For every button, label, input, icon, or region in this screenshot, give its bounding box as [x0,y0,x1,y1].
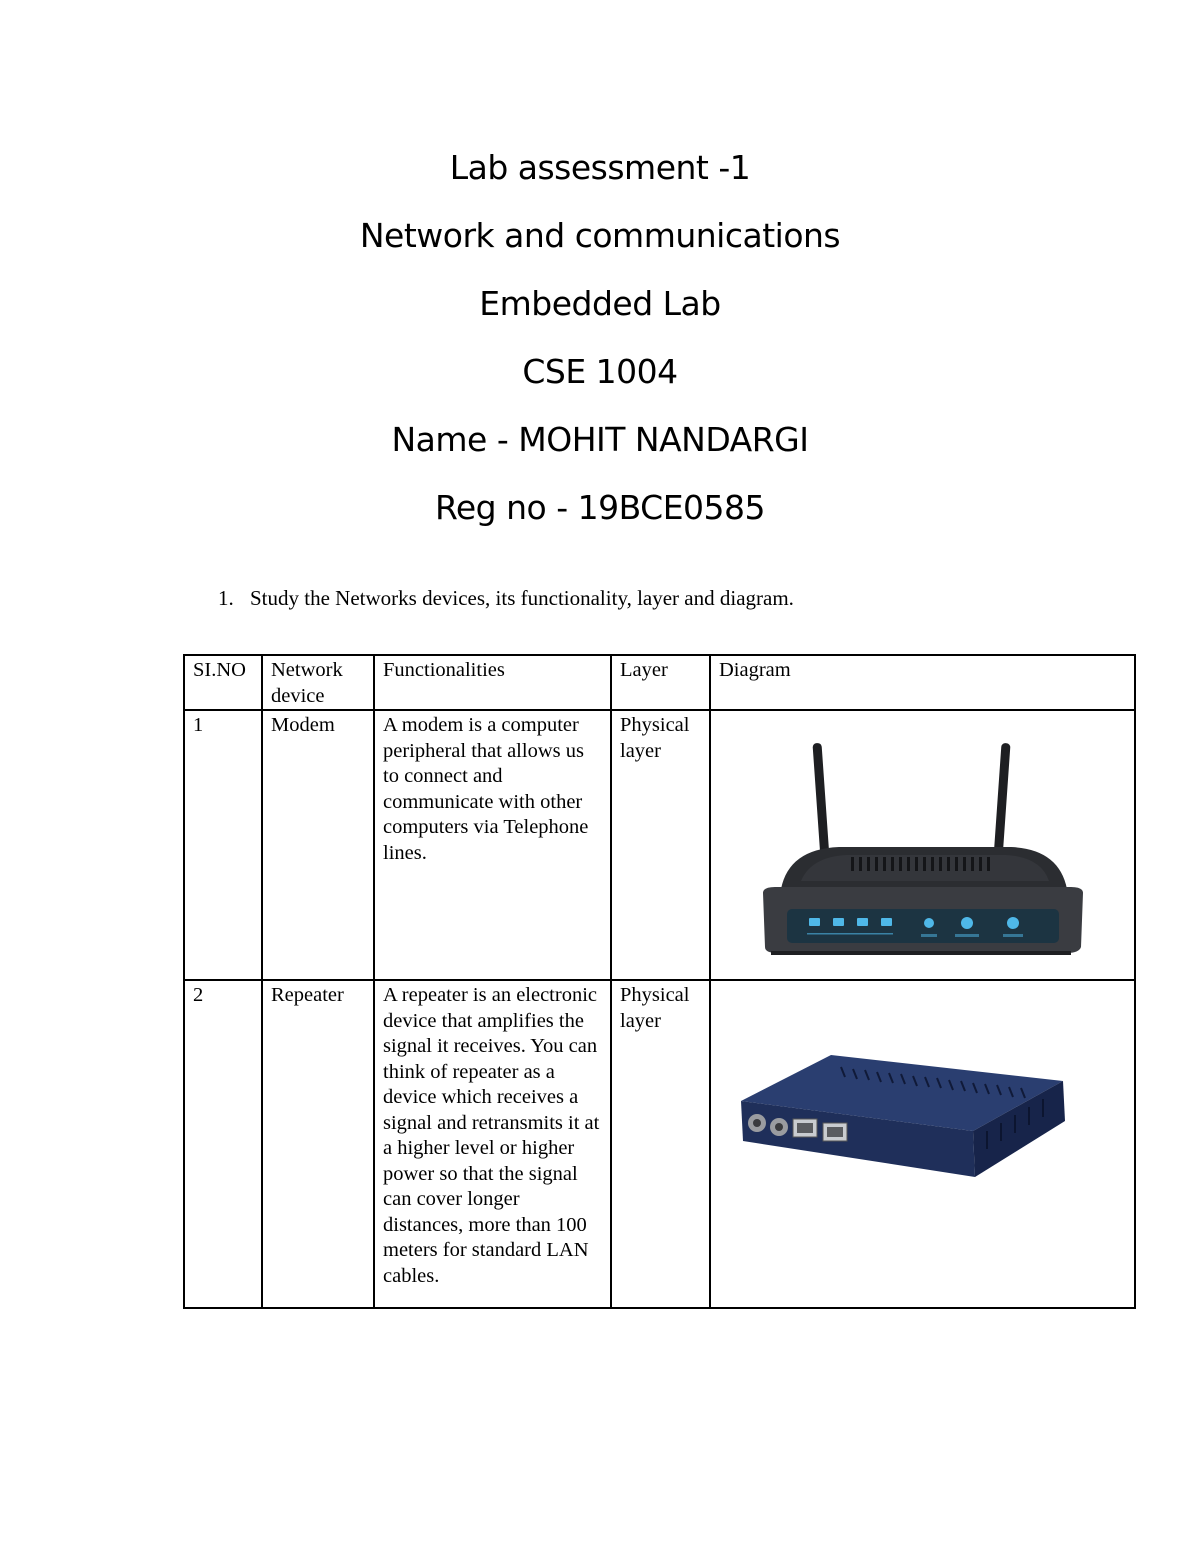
repeater-device-image [711,981,1136,1309]
network-devices-table [183,654,1136,1309]
registration-number: Reg no - 19BCE0585 [434,488,766,527]
cell-functionality: A repeater is an electronic device that amplifies the signal it receives. You can think of repeater as a device which receives a signal and retransmits it at a higher level or higher power so that the signal can cover longer distances, more than 100 meters for standard LAN cables. [374,980,611,1308]
header-network-device: Network device [262,655,374,710]
table-row [184,710,1135,980]
cell-diagram [710,710,1135,980]
lab-title: Lab assessment -1 [449,148,751,187]
header-functionalities: Functionalities [374,655,611,710]
wifi-router-image [711,711,1136,981]
cell-layer: Physical layer [611,710,710,980]
lab-name: Embedded Lab [479,284,721,323]
question-number: 1. [218,586,234,610]
header-layer: Layer [611,655,710,710]
student-name: Name - MOHIT NANDARGI [391,420,809,459]
cell-device: Repeater [262,980,374,1308]
table-row [184,980,1135,1308]
cell-diagram [710,980,1135,1308]
header-diagram: Diagram [710,655,1135,710]
cell-functionality: A modem is a computer peripheral that allows us to connect and communicate with other computers via Telephone lines. [374,710,611,980]
cell-device: Modem [262,710,374,980]
course-code: CSE 1004 [522,352,678,391]
table-header-row [184,655,1135,710]
document-title-block [0,134,1200,542]
cell-sino: 2 [184,980,262,1308]
cell-layer: Physical layer [611,980,710,1308]
cell-sino: 1 [184,710,262,980]
question-text: Study the Networks devices, its functionality, layer and diagram. [250,586,794,610]
header-sino: SI.NO [184,655,262,710]
question-1 [218,586,794,611]
course-subject: Network and communications [359,216,841,255]
